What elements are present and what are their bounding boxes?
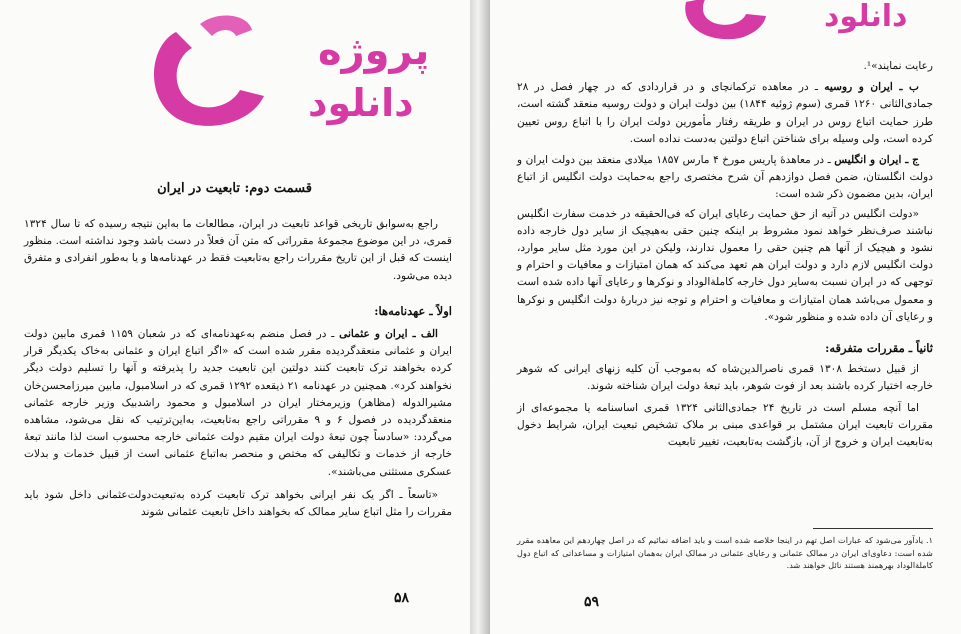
brand-loop-icon: [685, 0, 766, 39]
paragraph-c-heading: ج ـ ایران و انگلیس: [834, 154, 919, 167]
left-body: [24, 216, 452, 521]
paragraph-c-england: [517, 152, 933, 204]
footnote: ۱. یادآور می‌شود که عبارات اصل تهم در اینجا خلاصه شده است و باید اضافه نمائیم که در اصل چهاردهم این معاهده مقرر شده است: دعاوی‌ای ایران در ممالک عثمانی و رعایای عثمانی در ممالک ایران به‌همان امتیازات و مساعداتی که اتباع دول کاملةالوداد بهرهمند هستند نائل خواهند شد.: [517, 535, 933, 571]
paragraph-a: [24, 326, 452, 481]
footnote-divider: [813, 528, 933, 529]
left-page: [0, 0, 470, 634]
logo-top-text: دانلود: [824, 0, 908, 34]
paragraph-e: اما آنچه مسلم است در تاریخ ۲۴ جمادی‌الثانی ۱۳۲۴ قمری اساسنامه یا مجموعه‌ای از مقررات تابعیت ایران مشتمل بر قواعدی مبنی بر ملاک تشخیص تبعیت ایران، شرایط دخول به‌تابعیت ایران و خروج از آن، بازگشت به‌تابعیت، تغییر تابعیت: [517, 401, 933, 449]
section-heading: اولاً ـ عهدنامه‌ها:: [374, 303, 452, 318]
brand-loop-icon: [154, 15, 264, 125]
paragraph-b-russia: [517, 79, 933, 148]
right-page: [490, 0, 961, 634]
treaty-quote: «دولت انگلیس در آتیه از حق حمایت رعایای ایران که فی‌الحقیقه در خدمت سفارت انگلیس نباشند صرف‌نظر خواهد نمود مشروط بر اینکه چنین حقی به‌هیچیک از سایر دول خارجه داده نشود و هیچیک از آنها هم چنین حقی را معمول ندارند، ولیکن در این مورد مثل سایر موارد، دولت انگلیس لازم دارد و دولت ایران هم تعهد می‌کند که همان امتیازات و معافیات و احترام و توجهی که در ایران نسبت به‌سایر دول خارجه کاملةالوداد و نوکرها و رعایای آنها داده شده است و معمول می‌باشد همان امتیازات و معافیات و احترام و توجه نیز دربارهٔ دولت انگلیس و نوکرها و رعایای آن داده شده و منظور شود».: [517, 207, 933, 323]
brand-logo: [140, 6, 430, 136]
page-number-right: ۵۹: [584, 594, 600, 610]
paragraph-a-text: ـ در فصل منضم به‌عهدنامه‌ای که در شعبان ۱۱۵۹ قمری مابین دولت ایران و عثمانی منعقدگردیده مقرر شده است که «اگر اتباع ایران و عثمانی به‌خاک یکدیگر قرار کرده بخواهند ترک تابعیت کنند دولتین این تابعیت جدید را پذیرفته و آنها را تسلیم دولت دیگر نخواهند کرد». همچنین در عهدنامه ۲۱ ذیقعده ۱۲۹۲ قمری که در اسلامبول، مابین میرزامحسن‌خان مشیرالدوله (مظاهر) وزیرمختار ایران در اسلامبول و محمود راشدبیک وزیر خارجه عثمانی منعقدگردیده در فصول ۶ و ۹ مقرراتی راجع به‌تابعیت، به‌این‌ترتیب که نقل می‌شود، مشاهده می‌گردد: «سادساً چون تبعهٔ دولت ایران مقیم دولت عثمانی خارجه محسوب است لذا مانند تبعهٔ خارجه از خدمات و تکالیفی که مختص و منحصر به‌اتباع عثمانی است از قبیل خدمات و بدلات عسکری مستثنی می‌باشند».: [24, 328, 452, 478]
paragraph-c-text: ـ در معاهدهٔ پاریس مورخ ۴ مارس ۱۸۵۷ میلادی منعقد بین دولت ایران و دولت انگلستان، ضمن فصل دوازدهم آن شرح مختصری راجع به‌حمایت دولت انگلیس از اتباع ایران، بدین مضمون ذکر شده است:: [517, 154, 933, 201]
paragraph-b: «تاسعاً ـ اگر یک نفر ایرانی بخواهد ترک تابعیت کرده به‌تبعیت‌دولت‌عثمانی داخل شود باید مقررات را مثل اتباع سایر ممالک که بخواهند داخل تابعیت عثمانی شوند: [24, 488, 452, 519]
page-title: قسمت دوم: تابعیت در ایران: [157, 181, 312, 196]
paragraph-d: از قبیل دستخط ۱۳۰۸ قمری ناصرالدین‌شاه که به‌موجب آن کلیه زنهای ایرانی که شوهر خارجه اختیار کرده باشند بعد از فوت شوهر، باید تبعهٔ دولت ایران شناخته شوند.: [517, 363, 933, 393]
paragraph-b-text: ـ در معاهده ترکمانچای و در قراردادی که در چهار فصل در ۲۸ جمادی‌الثانی ۱۲۶۰ قمری (سوم ژوئیه ۱۸۴۴) بین دولت ایران و دولت روسیه منعقد گشته است، طرز حمایت اتباع روس در ایران و طریقه رفتار مأمورین دولت ایران را با اتباع روس تعیین کرده است، ولی وسیله برای شناختن اتباع دولتین به‌دست نداده است.: [517, 81, 933, 145]
book-gutter: [470, 0, 490, 634]
continued-line: رعایت نمایند»¹.: [863, 60, 933, 72]
paragraph-b-heading: ب ـ ایران و روسیه: [824, 81, 919, 94]
page-number-left: ۵۸: [394, 590, 410, 606]
intro-paragraph: راجع به‌سوابق تاریخی قواعد تابعیت در ایران، مطالعات ما به‌این نتیجه رسیده که تا سال ۱۳۲۴ قمری، در این موضوع مجموعهٔ مقرراتی که متن آن فعلاً در دست باشد وجود نداشته است. منظور اینست که قبل از این تاریخ مقررات راجع به‌تابعیت فقط در عهدنامه‌ها و یا به‌طور انفرادی و متفرق دیده می‌شود.: [24, 218, 452, 282]
section-heading-2: ثانیاً ـ مقررات متفرقه:: [825, 341, 933, 356]
logo-line1: پروژه: [318, 28, 430, 74]
brand-logo-top: [680, 0, 908, 48]
paragraph-a-heading: الف ـ ایران و عثمانی: [339, 328, 438, 341]
right-body: [517, 58, 933, 451]
logo-line2: دانلود: [308, 81, 414, 125]
